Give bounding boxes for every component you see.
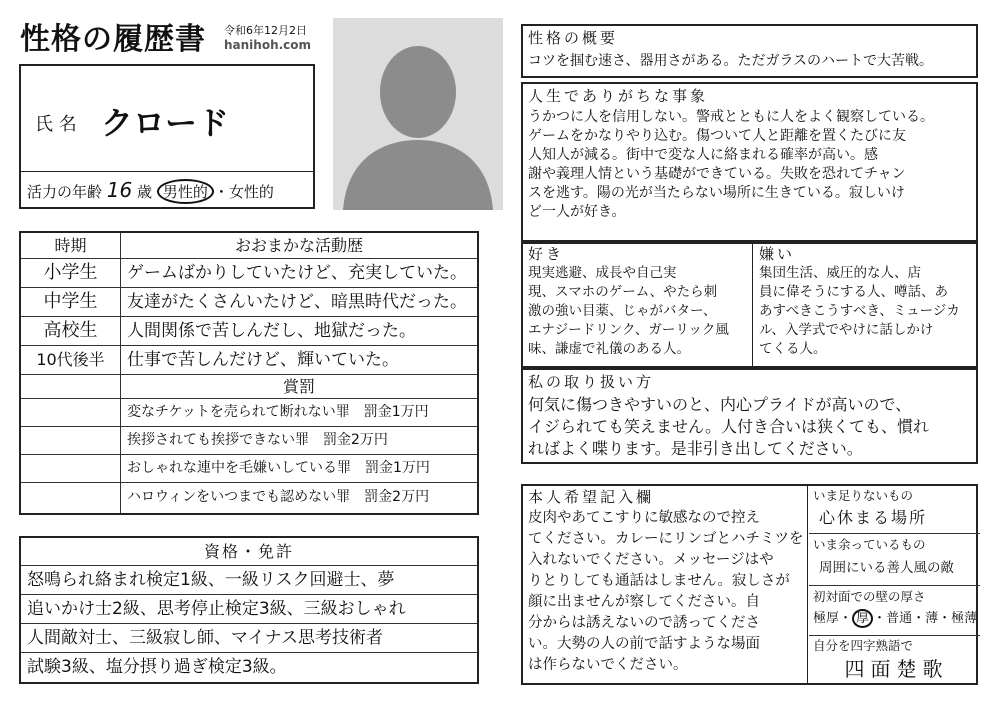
wall-options: 極厚・ 厚 ・普通・薄・極薄 — [813, 611, 978, 626]
punishment-header: 賞罰 — [282, 377, 315, 396]
handling-line: イジられても笑えません。人付き合いは狭くても、慣れ — [528, 417, 929, 436]
activity-cell: 仕事で苦しんだけど、輝いていた。 — [127, 350, 399, 370]
table-row — [21, 288, 477, 317]
dislikes-header: 嫌い — [759, 245, 796, 263]
punishment-cell: 変なチケットを売られて断れない罪 罰金1万円 — [127, 404, 429, 420]
licenses-header: 資格・免許 — [21, 538, 477, 566]
personality-summary-box — [521, 24, 978, 78]
summary-text: コツを掴む速さ、器用さがある。ただガラスのハートで大苦戦。 — [528, 53, 934, 69]
life-events-header: 人生でありがちな事象 — [528, 87, 709, 105]
surplus-cell — [809, 534, 980, 586]
table-row — [21, 346, 477, 375]
period-cell: 10代後半 — [21, 346, 121, 374]
handling-line: ればよく喋ります。是非引き出してください。 — [528, 439, 863, 458]
name-row — [21, 66, 313, 172]
profile-photo-placeholder — [333, 18, 503, 210]
punishment-cell: ハロウィンをいつまでも認めない罪 罰金2万円 — [127, 489, 430, 505]
age-row — [27, 178, 274, 204]
period-cell: 高校生 — [21, 317, 121, 345]
likes-line: 激の強い目薬、じゃがバター、 — [528, 303, 717, 319]
request-line: 顔に出ませんが察してください。自 — [528, 594, 760, 610]
empty-cell — [21, 483, 121, 513]
request-text-section — [523, 486, 808, 683]
dislikes-line: あすべきこうすべき、ミュージカ — [759, 303, 960, 319]
request-header: 本人希望記入欄 — [528, 488, 655, 506]
request-line: てください。カレーにリンゴとハチミツを — [528, 531, 804, 547]
table-row — [21, 317, 477, 346]
name-box — [19, 64, 315, 209]
lacking-label: いま足りないもの — [813, 488, 914, 503]
dislikes-section — [754, 244, 976, 366]
age-unit: 歳 — [137, 183, 153, 201]
life-events-line: ゲームをかなりやり込む。傷ついて人と距離を置くたびに友 — [528, 128, 906, 144]
request-line: 分からは誘えないので誘ってくださ — [528, 615, 760, 631]
request-line: りとりしても通話はしません。寂しさが — [528, 573, 790, 589]
likes-line: 現、スマホのゲーム、やたら刺 — [528, 284, 718, 300]
life-events-line: スを逃す。陽の光が当たらない場所に生きている。寂しいけ — [528, 185, 905, 201]
lacking-cell — [809, 486, 980, 534]
likes-line: エナジードリンク、ガーリック風 — [528, 322, 729, 338]
age-value: 16 — [106, 178, 133, 202]
period-cell: 小学生 — [21, 259, 121, 287]
life-events-box — [521, 82, 978, 242]
punishment-header-row — [21, 375, 477, 399]
license-line: 怒鳴られ絡まれ検定1級、一級リスク回避士、夢 — [21, 566, 477, 595]
life-events-line: 謝や義理人情という基礎ができている。失敗を恐れてチャン — [528, 166, 906, 182]
request-line: 皮肉やあてこすりに敏感なので控え — [528, 510, 760, 526]
gender-separator: ・ — [213, 183, 229, 201]
period-cell: 中学生 — [21, 288, 121, 316]
likes-dislikes-box — [521, 242, 978, 368]
life-events-line: ど一人が好き。 — [528, 204, 626, 220]
wall-label: 初対面での壁の厚さ — [813, 589, 926, 604]
license-line: 追いかけ士2級、思考停止検定3級、三級おしゃれ — [21, 595, 477, 624]
female-option: 女性的 — [228, 183, 274, 201]
table-row — [21, 399, 477, 427]
request-line: は作らないでください。 — [528, 657, 688, 673]
likes-section — [523, 244, 753, 366]
surplus-label: いま余っているもの — [813, 537, 926, 552]
dislikes-line: ル、入学式でやけに話しかけ — [759, 322, 934, 338]
punishment-cell: おしゃれな連中を毛嫌いしている罪 罰金1万円 — [127, 460, 430, 476]
age-label: 活力の年齢 — [27, 183, 103, 201]
summary-header: 性格の概要 — [528, 29, 619, 47]
table-row — [21, 427, 477, 455]
wall-option: 極厚 — [813, 611, 840, 626]
handling-header: 私の取り扱い方 — [528, 373, 655, 391]
activity-cell: 友達がたくさんいたけど、暗黒時代だった。 — [127, 292, 467, 312]
punishment-cell: 挨拶されても挨拶できない罪 罰金2万円 — [127, 432, 388, 448]
idiom-value: 四面楚歌 — [844, 657, 949, 681]
dislikes-line: てくる人。 — [759, 341, 827, 357]
period-header: 時期 — [21, 233, 121, 258]
likes-line: 味、謙虚で礼儀のある人。 — [528, 341, 690, 357]
handling-line: 何気に傷つきやすいのと、内心プライドが高いので、 — [528, 395, 912, 414]
life-events-line: うかつに人を信用しない。警戒とともに人をよく観察している。 — [528, 109, 934, 125]
empty-cell — [21, 375, 121, 398]
surplus-value: 周囲にいる善人風の敵 — [819, 560, 954, 576]
request-line: 入れないでください。メッセージはや — [528, 552, 774, 568]
idiom-cell — [809, 636, 980, 683]
personal-request-box — [521, 484, 978, 685]
activity-cell: 人間関係で苦しんだし、地獄だった。 — [127, 321, 416, 341]
person-silhouette-icon — [333, 18, 503, 210]
history-header-row — [21, 233, 477, 259]
empty-cell — [21, 427, 121, 454]
lacking-value: 心休まる場所 — [819, 508, 928, 527]
wall-option-selected: 厚 — [852, 609, 873, 628]
wall-thickness-cell — [809, 586, 980, 636]
wall-option: 普通 — [886, 611, 913, 626]
empty-cell — [21, 455, 121, 482]
licenses-box — [19, 536, 479, 684]
document-date: 令和6年12月2日 — [224, 24, 307, 37]
license-line: 試験3級、塩分摂り過ぎ検定3級。 — [27, 657, 287, 677]
table-row — [21, 455, 477, 483]
license-line: 人間敵対士、三級寂し師、マイナス思考技術者 — [21, 624, 477, 653]
life-events-line: 人知人が減る。街中で変な人に絡まれる確率が高い。感 — [528, 147, 878, 163]
name-label: 氏 名 — [35, 114, 77, 135]
handling-box — [521, 368, 978, 464]
request-line: い。大勢の人の前で話すような場面 — [528, 636, 760, 652]
wall-option: 薄 — [925, 611, 939, 626]
wall-option: 極薄 — [951, 611, 978, 626]
document-title: 性格の履歴書 — [20, 22, 206, 57]
activity-cell: ゲームばかりしていたけど、充実していた。 — [127, 263, 467, 283]
empty-cell — [21, 399, 121, 426]
likes-header: 好き — [528, 245, 565, 263]
dislikes-line: 集団生活、威圧的な人、店 — [759, 265, 921, 281]
activity-history-table — [19, 231, 479, 515]
dislikes-line: 員に偉そうにする人、噂話、あ — [759, 284, 948, 300]
name-value: クロード — [101, 104, 230, 142]
idiom-label: 自分を四字熟語で — [813, 638, 914, 653]
activity-header: おおまかな活動歴 — [234, 236, 363, 255]
likes-line: 現実逃避、成長や自己実 — [528, 265, 677, 281]
male-option-selected: 男性的 — [157, 179, 214, 204]
site-url: hanihoh.com — [224, 38, 312, 52]
table-row — [21, 483, 477, 513]
table-row — [21, 259, 477, 288]
